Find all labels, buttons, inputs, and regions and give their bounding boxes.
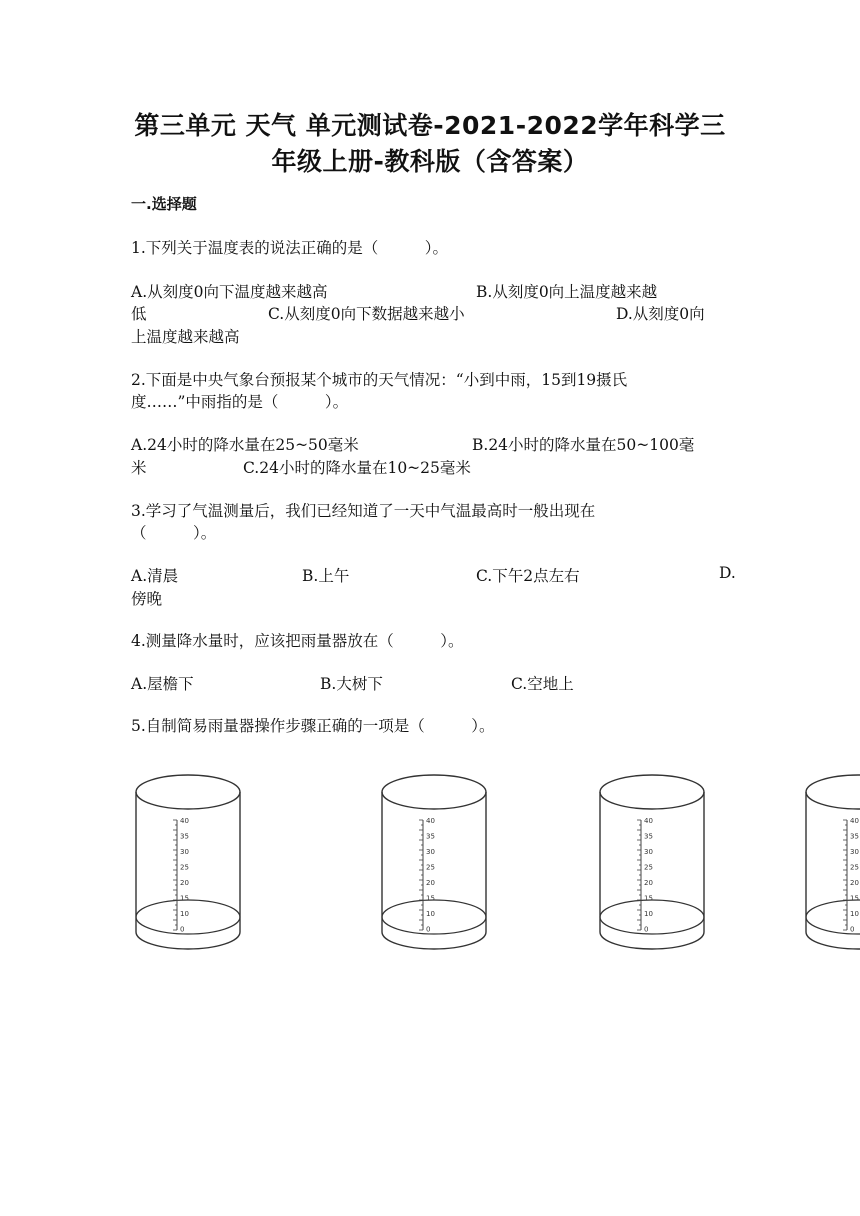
- rain-gauge-graphic: [133, 770, 243, 955]
- question-2-option-b: B.24小时的降水量在50~100毫: [472, 436, 695, 454]
- scale-label: 35: [850, 832, 859, 841]
- rain-gauge-illustration-4: [803, 770, 860, 955]
- scale-label: 0: [850, 925, 855, 934]
- scale-label: 30: [850, 848, 859, 856]
- cylinder-bottom-rim: [806, 932, 860, 949]
- question-1-option-d: D.从刻度0向: [616, 305, 705, 323]
- question-5-stem: 5.自制简易雨量器操作步骤正确的一项是（ ）。: [131, 717, 495, 735]
- cylinder-top-rim: [382, 775, 486, 809]
- scale-label: 0: [426, 925, 431, 934]
- scale-label: 15: [180, 894, 189, 903]
- question-1-stem: 1.下列关于温度表的说法正确的是（ ）。: [131, 239, 449, 257]
- scale-label: 20: [180, 879, 189, 887]
- scale-label: 15: [426, 894, 435, 903]
- scale-label: 35: [180, 832, 189, 841]
- rain-gauge-graphic: [597, 770, 707, 955]
- question-4-option-b: B.大树下: [320, 675, 383, 693]
- scale-label: 10: [426, 910, 435, 918]
- question-2-option-a: A.24小时的降水量在25~50毫米: [131, 436, 359, 454]
- scale-label: 35: [644, 832, 653, 841]
- rain-gauge-graphic-partial: [803, 770, 860, 955]
- scale-label: 30: [644, 848, 653, 856]
- question-3-stem: 3.学习了气温测量后，我们已经知道了一天中气温最高时一般出现在: [131, 502, 596, 520]
- cylinder-top-rim: [600, 775, 704, 809]
- scale-label: 35: [426, 832, 435, 841]
- question-3-option-c: C.下午2点左右: [476, 567, 580, 585]
- scale-label: 10: [180, 910, 189, 918]
- scale-label: 25: [180, 863, 189, 872]
- rain-gauge-graphic: [379, 770, 489, 955]
- scale-label: 25: [850, 863, 859, 872]
- question-1-option-b: B.从刻度0向上温度越来越: [476, 283, 658, 301]
- scale-label: 40: [426, 817, 435, 825]
- scale-label: 40: [644, 817, 653, 825]
- question-4-option-c: C.空地上: [511, 675, 574, 693]
- scale-label: 0: [180, 925, 185, 934]
- question-3-option-b: B.上午: [302, 567, 350, 585]
- scale-label: 15: [644, 894, 653, 903]
- cylinder-top-rim: [806, 775, 860, 809]
- rain-gauge-illustration-3: [597, 770, 707, 955]
- question-3-stem-cont: （ ）。: [131, 524, 217, 542]
- section-heading: 一.选择题: [131, 195, 197, 213]
- rain-gauge-illustration-2: [379, 770, 489, 955]
- question-2-option-c: C.24小时的降水量在10~25毫米: [243, 459, 471, 477]
- question-4-stem: 4.测量降水量时，应该把雨量器放在（ ）。: [131, 632, 464, 650]
- scale-label: 25: [426, 863, 435, 872]
- scale-label: 25: [644, 863, 653, 872]
- question-3-option-d: D.: [719, 564, 736, 582]
- question-2-stem-cont: 度……”中雨指的是（ ）。: [131, 393, 349, 411]
- scale-label: 0: [644, 925, 649, 934]
- scale-label: 15: [850, 894, 859, 903]
- document-title-line2: 年级上册-教科版（含答案）: [271, 147, 589, 176]
- scale-label: 40: [180, 817, 189, 825]
- scale-label: 40: [850, 817, 859, 825]
- question-1-option-d-cont: 上温度越来越高: [131, 328, 240, 346]
- question-3-option-a: A.清晨: [131, 567, 179, 585]
- scale-label: 10: [850, 910, 859, 918]
- scale-label: 10: [644, 910, 653, 918]
- scale-label: 20: [850, 879, 859, 887]
- scale-label: 30: [180, 848, 189, 856]
- question-4-option-a: A.屋檐下: [131, 675, 194, 693]
- question-2-stem: 2.下面是中央气象台预报某个城市的天气情况：“小到中雨，15到19摄氏: [131, 371, 628, 389]
- document-title-line1: 第三单元 天气 单元测试卷-2021-2022学年科学三: [134, 111, 726, 140]
- question-1-option-b-cont: 低: [131, 305, 147, 323]
- question-2-option-b-cont: 米: [131, 459, 147, 477]
- question-3-option-d-cont: 傍晚: [131, 590, 163, 608]
- scale-label: 20: [644, 879, 653, 887]
- scale-label: 20: [426, 879, 435, 887]
- cylinder-top-rim: [136, 775, 240, 809]
- question-1-option-a: A.从刻度0向下温度越来越高: [131, 283, 328, 301]
- question-1-option-c: C.从刻度0向下数据越来越小: [268, 305, 465, 323]
- rain-gauge-illustration-1: [133, 770, 243, 955]
- scale-label: 30: [426, 848, 435, 856]
